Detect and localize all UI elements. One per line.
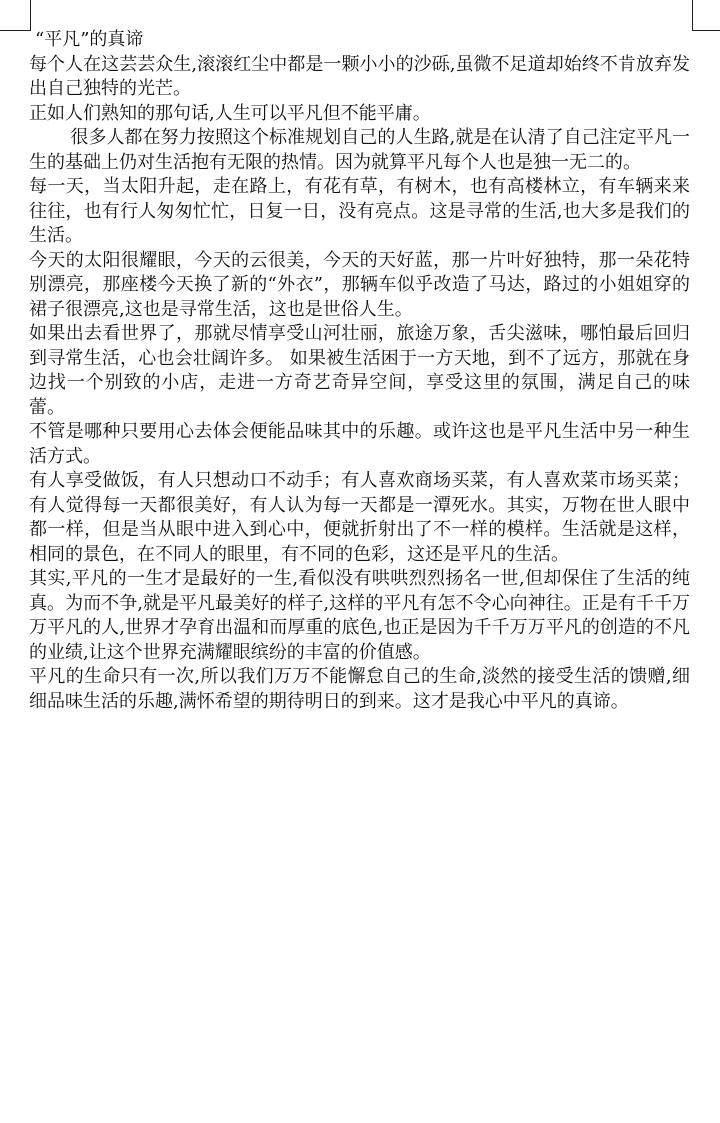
paragraph-9: 其实,平凡的一生才是最好的一生,看似没有哄哄烈烈扬名一世,但却保住了生活的纯真。为而不争,就是平凡最美好的样子,这样的平凡有怎不令心向神往。正是有千千万万平凡的人,世界才孕育出温和而厚重的底色,也正是因为千千万万平凡的创造的不凡的业绩,让这个世界充满耀眼缤纷的丰富的价值感。 — [29, 568, 690, 663]
paragraph-3: 很多人都在努力按照这个标准规划自己的人生路,就是在认清了自己注定平凡一生的基础上仍对生活抱有无限的热情。因为就算平凡每个人也是独一无二的。 — [29, 127, 690, 173]
paragraph-1: 每个人在这芸芸众生,滚滚红尘中都是一颗小小的沙砾,虽微不足道却始终不肯放弃发出自己独特的光芒。 — [29, 53, 690, 99]
paragraph-8: 有人享受做饭，有人只想动口不动手；有人喜欢商场买菜，有人喜欢菜市场买菜；有人觉得每一天都很美好，有人认为每一天都是一潭死水。其实，万物在世人眼中都一样，但是当从眼中进入到心中，便就折射出了不一样的模样。生活就是这样，相同的景色，在不同人的眼里，有不同的色彩，这还是平凡的生活。 — [29, 470, 690, 565]
document-title: “平凡”的真谛 — [35, 29, 144, 50]
document-body[interactable] — [29, 28, 690, 714]
paragraph-10: 平凡的生命只有一次,所以我们万万不能懈怠自己的生命,淡然的接受生活的馈赠,细细品味生活的乐趣,满怀希望的期待明日的到来。这才是我心中平凡的真谛。 — [29, 666, 690, 712]
paragraph-4: 每一天，当太阳升起，走在路上，有花有草，有树木，也有高楼林立，有车辆来来往往，也有行人匆匆忙忙，日复一日，没有亮点。这是寻常的生活,也大多是我们的生活。 — [29, 176, 690, 246]
crop-mark-top-left — [0, 0, 31, 31]
paragraph-6: 如果出去看世界了，那就尽情享受山河壮丽，旅途万象，舌尖滋味，哪怕最后回归到寻常生活，心也会壮阔许多。 如果被生活困于一方天地，到不了远方，那就在身边找一个别致的小店，走进一方奇艺奇异空间，享受这里的氛围，满足自己的味蕾。 — [29, 323, 690, 418]
paragraph-7: 不管是哪种只要用心去体会便能品味其中的乐趣。或许这也是平凡生活中另一种生活方式。 — [29, 421, 690, 467]
paragraph-5: 今天的太阳很耀眼，今天的云很美，今天的天好蓝，那一片叶好独特，那一朵花特别漂亮，那座楼今天换了新的“外衣”，那辆车似乎改造了马达，路过的小姐姐穿的裙子很漂亮,这也是寻常生活，这也是世俗人生。 — [29, 249, 690, 320]
paragraph-2: 正如人们熟知的那句话,人生可以平凡但不能平庸。 — [29, 102, 431, 124]
crop-mark-top-right — [692, 0, 720, 31]
